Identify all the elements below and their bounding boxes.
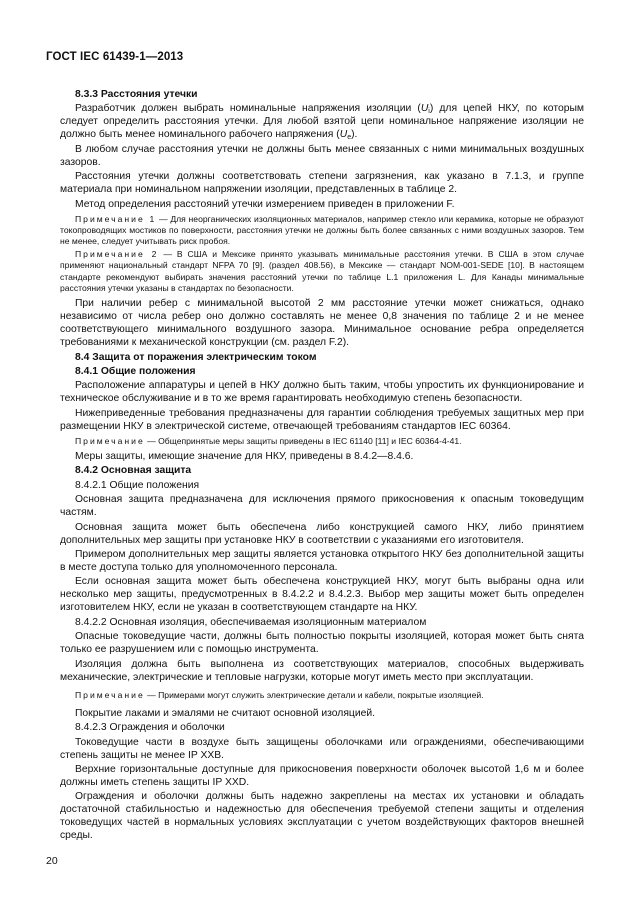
subsection-title: 8.4.2.1 Общие положения bbox=[75, 479, 200, 491]
paragraph: Опасные токоведущие части, должны быть полностью покрыты изоляцией, которая может быть снята только ее разрушением или с помощью инструмента. bbox=[60, 631, 584, 656]
note: Примечание 1 — Для неорганических изоляционных материалов, например стекло или керамика, которые не образуют токопроводящих мостиков по поверхности, расстояния утечки не должны быть более связанных с ними воздушных зазоров. Тем не менее, следует учитывать риск пробоя. bbox=[60, 213, 584, 247]
paragraph: Метод определения расстояний утечки измерением приведен в приложении F. bbox=[75, 198, 455, 210]
paragraph: Токоведущие части в воздухе быть защищены оболочками или ограждениями, обеспечивающими степень защиты не менее IP XXB. bbox=[60, 736, 584, 761]
paragraph: В любом случае расстояния утечки не должны быть менее связанных с ними минимальных воздушных зазоров. bbox=[60, 143, 584, 168]
document-body bbox=[60, 88, 584, 844]
paragraph: Верхние горизонтальные доступные для прикосновения поверхности оболочек высотой 1,6 м и более должны иметь степень защиты IP XXD. bbox=[60, 764, 584, 789]
paragraph: Изоляция должна быть выполнена из соответствующих материалов, способных выдерживать механические, электрические и тепловые нагрузки, которые могут иметь место при эксплуатации. bbox=[60, 658, 584, 683]
paragraph: Основная защита может быть обеспечена либо конструкцией самого НКУ, либо принятием дополнительных мер защиты при установке НКУ в соответствии с указаниями его изготовителя. bbox=[60, 521, 584, 546]
subsection-title: 8.4.2.2 Основная изоляция, обеспечиваемая изоляционным материалом bbox=[75, 616, 427, 628]
paragraph: Расположение аппаратуры и цепей в НКУ должно быть таким, чтобы упростить их функционирование и техническое обслуживание и в то же время гарантировать необходимую степень безопасности. bbox=[60, 380, 584, 405]
section-heading-8-4-1: 8.4.1 Общие положения bbox=[75, 366, 196, 378]
section-heading-8-4: 8.4 Защита от поражения электрическим током bbox=[75, 351, 317, 363]
paragraph: Покрытие лаками и эмалями не считают основной изоляцией. bbox=[75, 707, 376, 719]
paragraph: Основная защита предназначена для исключения прямого прикосновения к опасным токоведущим частям. bbox=[60, 494, 584, 519]
paragraph: Меры защиты, имеющие значение для НКУ, приведены в 8.4.2—8.4.6. bbox=[75, 451, 414, 463]
note: Примечание — Общепринятые меры защиты приведены в IEC 61140 [11] и IEC 60364-4-41. bbox=[75, 435, 462, 446]
note: Примечание 2 — В США и Мексике принято указывать минимальные расстояния утечки. В США в этом случае применяют национальный стандарт NFPA 70 [9]. (раздел 408.56), в Мексике — стандарт NOM-001-SEDE [10]. В настоящем стандарте рекомендуют выбирать значения расстояний утечки по таблице L.1 приложения L. Для Канады минимальные расстояния утечки указаны в стандартах по безопасности. bbox=[60, 249, 584, 293]
section-heading-8-4-2: 8.4.2 Основная защита bbox=[75, 465, 192, 477]
paragraph: При наличии ребер с минимальной высотой 2 мм расстояние утечки может снижаться, однако независимо от числа ребер оно должно составлять не менее 0,8 значения по таблице 2 и не менее соответствующего минимального воздушного зазора. Минимальное основание ребра определяется требованиями к механической конструкции (см. раздел F.2). bbox=[60, 298, 584, 349]
subsection-title: 8.4.2.3 Ограждения и оболочки bbox=[75, 722, 225, 734]
document-header: ГОСТ IEC 61439-1—2013 bbox=[46, 51, 184, 63]
paragraph: Если основная защита может быть обеспечена конструкцией НКУ, могут быть выбраны одна или несколько мер защиты, предусмотренных в 8.4.2.2 и 8.4.2.3. Выбор мер защиты может быть определен изготовителем НКУ, если не указан в соответствующем стандарте на НКУ. bbox=[60, 576, 584, 614]
note: Примечание — Примерами могут служить электрические детали и кабели, покрытые изоляцией. bbox=[75, 689, 484, 700]
paragraph: Ограждения и оболочки должны быть надежно закреплены на местах их установки и обладать достаточной стабильностью и надежностью для обеспечения требуемой степени защиты и отделения токоведущих частей в нормальных условиях эксплуатации с учетом воздействующих факторов внешней среды. bbox=[60, 791, 584, 842]
paragraph: Нижеприведенные требования предназначены для гарантии соблюдения требуемых защитных мер при размещении НКУ в электрической системе, отвечающей требованиям стандартов IEC 60364. bbox=[60, 407, 584, 432]
paragraph: Расстояния утечки должны соответствовать степени загрязнения, как указано в 7.1.3, и группе материала при номинальном напряжении изоляции, представленных в таблице 2. bbox=[60, 171, 584, 196]
paragraph: Разработчик должен выбрать номинальные напряжения изоляции $(U_i)$ для цепей НКУ, по которым следует определить расстояния утечки. Для любой взятой цепи номинальное напряжение изоляции не должно быть менее номинального рабочего напряжения $(U_e)$. bbox=[60, 103, 584, 142]
section-heading-8-3-3: 8.3.3 Расстояния утечки bbox=[75, 89, 198, 100]
page-number: 20 bbox=[46, 855, 58, 867]
paragraph: Примером дополнительных мер защиты является установка открытого НКУ без дополнительной защиты в месте доступа только для уполномоченного персонала. bbox=[60, 549, 584, 574]
